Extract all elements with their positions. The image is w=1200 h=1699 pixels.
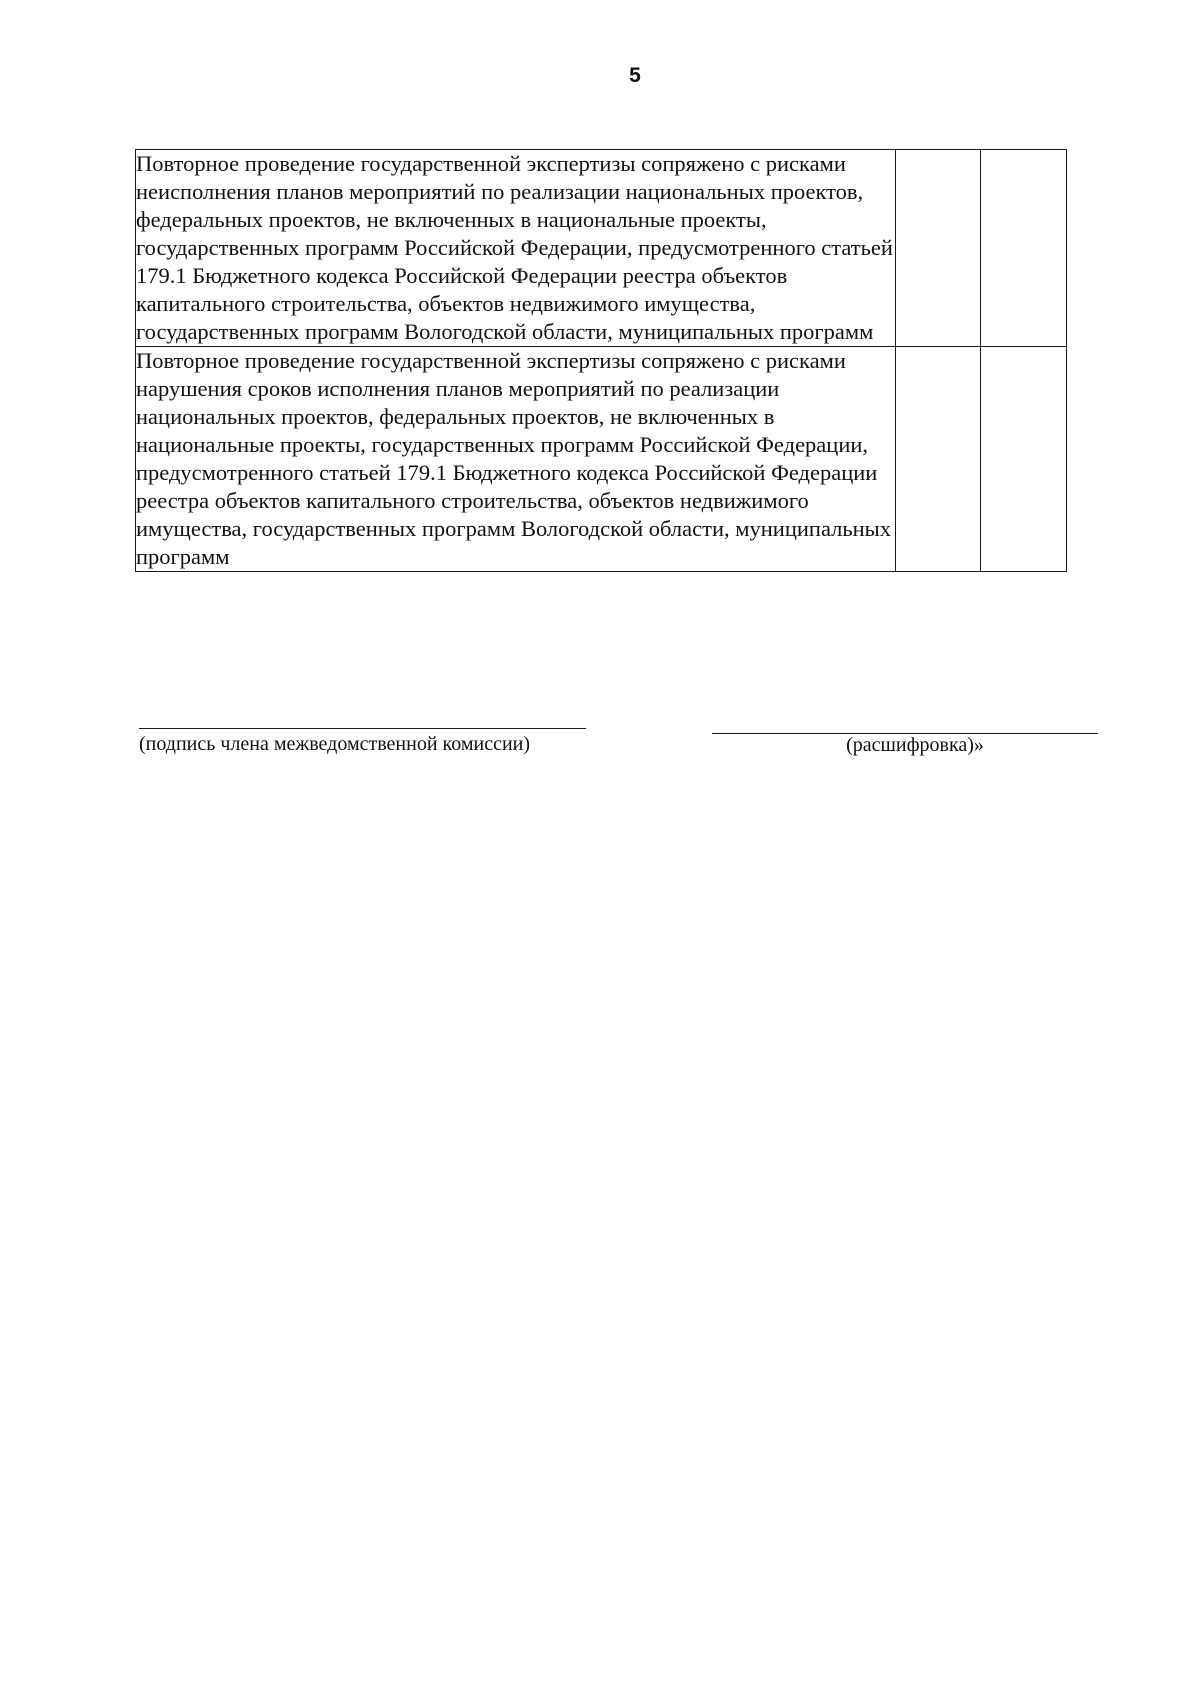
decoding-block (712, 733, 1098, 757)
criterion-text: Повторное проведение государственной экспертизы сопряжено с рисками нарушения сроков исполнения планов мероприятий по реализации национальных проектов, федеральных проектов, не включенных в национальные проекты, государственных программ Российской Федерации, предусмотренного статьей 179.1 Бюджетного кодекса Российской Федерации реестра объектов капитального строительства, объектов недвижимого имущества, государственных программ Вологодской области, муниципальных программ (136, 347, 896, 572)
answer-cell-no[interactable] (981, 347, 1067, 572)
page-number: 5 (629, 64, 641, 87)
table-row (136, 150, 1067, 347)
decoding-caption: (расшифровка)» (846, 734, 984, 756)
signature-caption: (подпись члена межведомственной комиссии) (139, 733, 531, 755)
criterion-text: Повторное проведение государственной экспертизы сопряжено с рисками неисполнения планов мероприятий по реализации национальных проектов, федеральных проектов, не включенных в национальные проекты, государственных программ Российской Федерации, предусмотренного статьей 179.1 Бюджетного кодекса Российской Федерации реестра объектов капитального строительства, объектов недвижимого имущества, государственных программ Вологодской области, муниципальных программ (136, 150, 896, 347)
answer-cell-no[interactable] (981, 150, 1067, 347)
answer-cell-yes[interactable] (895, 347, 981, 572)
criteria-table (135, 149, 1067, 572)
table-row (136, 347, 1067, 572)
signature-block (139, 728, 586, 756)
answer-cell-yes[interactable] (895, 150, 981, 347)
